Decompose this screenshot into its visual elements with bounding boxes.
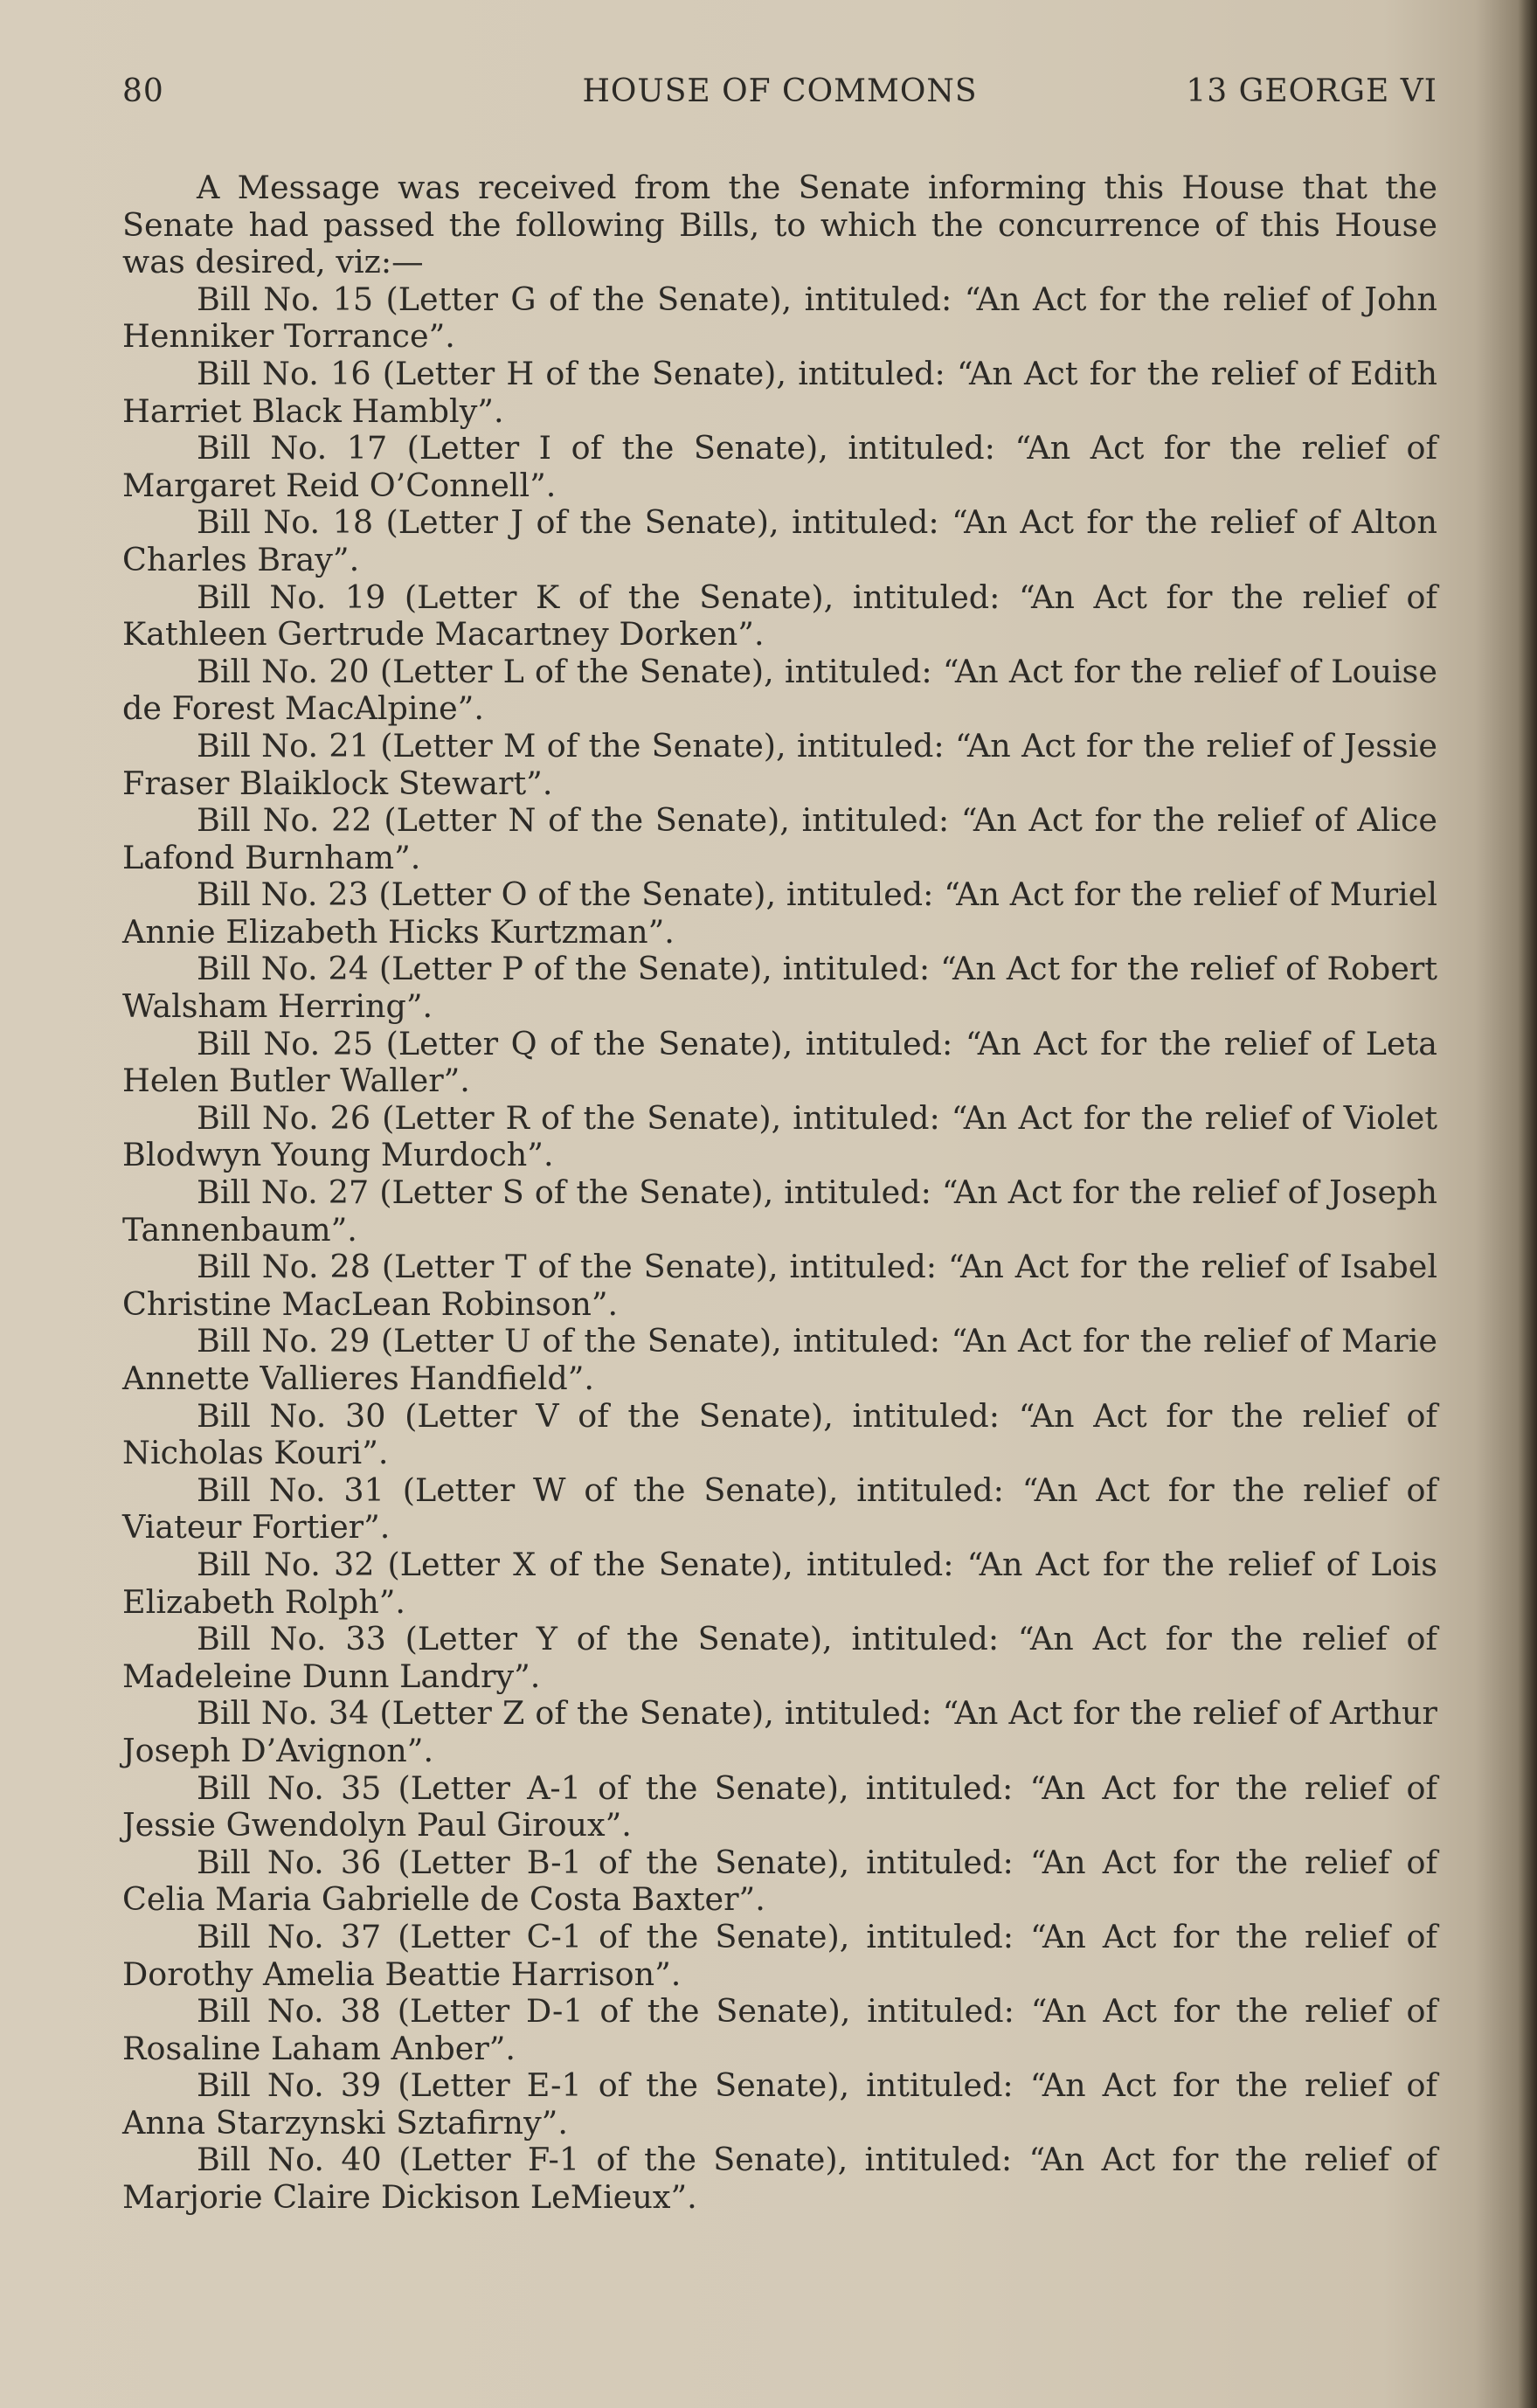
bill-entry: Bill No. 35 (Letter A-1 of the Senate), intituled: “An Act for the relief of Jessie Gwendolyn Paul Giroux”. bbox=[122, 1768, 1437, 1844]
bill-entry: Bill No. 23 (Letter O of the Senate), intituled: “An Act for the relief of Muriel Annie Elizabeth Hicks Kurtzman”. bbox=[122, 875, 1437, 951]
binding-shadow bbox=[1518, 0, 1537, 2408]
message-intro: A Message was received from the Senate informing this House that the Senate had passed the following Bills, to which the concurrence of this House was desired, viz:— bbox=[122, 169, 1437, 281]
regnal-year: 13 GEORGE VI bbox=[1186, 73, 1437, 109]
bill-entry: Bill No. 15 (Letter G of the Senate), intituled: “An Act for the relief of John Henniker Torrance”. bbox=[122, 280, 1437, 356]
bill-entry: Bill No. 26 (Letter R of the Senate), intituled: “An Act for the relief of Violet Blodwyn Young Murdoch”. bbox=[122, 1098, 1437, 1174]
running-header bbox=[122, 73, 1437, 117]
bill-entry: Bill No. 29 (Letter U of the Senate), intituled: “An Act for the relief of Marie Annette Vallieres Handfield”. bbox=[122, 1322, 1437, 1397]
bill-entry: Bill No. 30 (Letter V of the Senate), intituled: “An Act for the relief of Nicholas Kouri”. bbox=[122, 1396, 1437, 1472]
bill-entry: Bill No. 34 (Letter Z of the Senate), intituled: “An Act for the relief of Arthur Joseph D’Avignon”. bbox=[122, 1694, 1437, 1769]
bill-entry: Bill No. 24 (Letter P of the Senate), intituled: “An Act for the relief of Robert Walsham Herring”. bbox=[122, 950, 1437, 1026]
bill-entry: Bill No. 33 (Letter Y of the Senate), intituled: “An Act for the relief of Madeleine Dunn Landry”. bbox=[122, 1620, 1437, 1695]
bill-entry: Bill No. 38 (Letter D-1 of the Senate), intituled: “An Act for the relief of Rosaline Laham Anber”. bbox=[122, 1992, 1437, 2067]
bill-entry: Bill No. 20 (Letter L of the Senate), intituled: “An Act for the relief of Louise de Forest MacAlpine”. bbox=[122, 652, 1437, 728]
running-title: HOUSE OF COMMONS bbox=[582, 73, 978, 109]
bill-entry: Bill No. 37 (Letter C-1 of the Senate), intituled: “An Act for the relief of Dorothy Amelia Beattie Harrison”. bbox=[122, 1917, 1437, 1993]
bill-entry: Bill No. 28 (Letter T of the Senate), intituled: “An Act for the relief of Isabel Christine MacLean Robinson”. bbox=[122, 1248, 1437, 1323]
bill-entry: Bill No. 36 (Letter B-1 of the Senate), intituled: “An Act for the relief of Celia Maria Gabrielle de Costa Baxter”. bbox=[122, 1843, 1437, 1919]
journal-body bbox=[122, 170, 1437, 2217]
bill-entry: Bill No. 21 (Letter M of the Senate), intituled: “An Act for the relief of Jessie Fraser Blaiklock Stewart”. bbox=[122, 726, 1437, 802]
bill-entry: Bill No. 27 (Letter S of the Senate), intituled: “An Act for the relief of Joseph Tannenbaum”. bbox=[122, 1173, 1437, 1249]
bill-entry: Bill No. 39 (Letter E-1 of the Senate), intituled: “An Act for the relief of Anna Starzynski Sztafirny”. bbox=[122, 2066, 1437, 2142]
bill-entry: Bill No. 18 (Letter J of the Senate), intituled: “An Act for the relief of Alton Charles Bray”. bbox=[122, 503, 1437, 578]
bill-entry: Bill No. 31 (Letter W of the Senate), intituled: “An Act for the relief of Viateur Fortier”. bbox=[122, 1470, 1437, 1547]
bill-entry: Bill No. 17 (Letter I of the Senate), intituled: “An Act for the relief of Margaret Reid O’Connell”. bbox=[122, 429, 1437, 504]
bill-entry: Bill No. 32 (Letter X of the Senate), intituled: “An Act for the relief of Lois Elizabeth Rolph”. bbox=[122, 1545, 1437, 1621]
bill-entry: Bill No. 22 (Letter N of the Senate), intituled: “An Act for the relief of Alice Lafond Burnham”. bbox=[122, 801, 1437, 876]
bill-entry: Bill No. 16 (Letter H of the Senate), intituled: “An Act for the relief of Edith Harriet Black Hambly”. bbox=[122, 354, 1437, 430]
page-number: 80 bbox=[122, 73, 164, 109]
bill-entry: Bill No. 19 (Letter K of the Senate), intituled: “An Act for the relief of Kathleen Gertrude Macartney Dorken”. bbox=[122, 578, 1437, 654]
bill-entry: Bill No. 25 (Letter Q of the Senate), intituled: “An Act for the relief of Leta Helen Butler Waller”. bbox=[122, 1024, 1437, 1100]
bill-entry: Bill No. 40 (Letter F-1 of the Senate), intituled: “An Act for the relief of Marjorie Claire Dickison LeMieux”. bbox=[122, 2141, 1437, 2217]
